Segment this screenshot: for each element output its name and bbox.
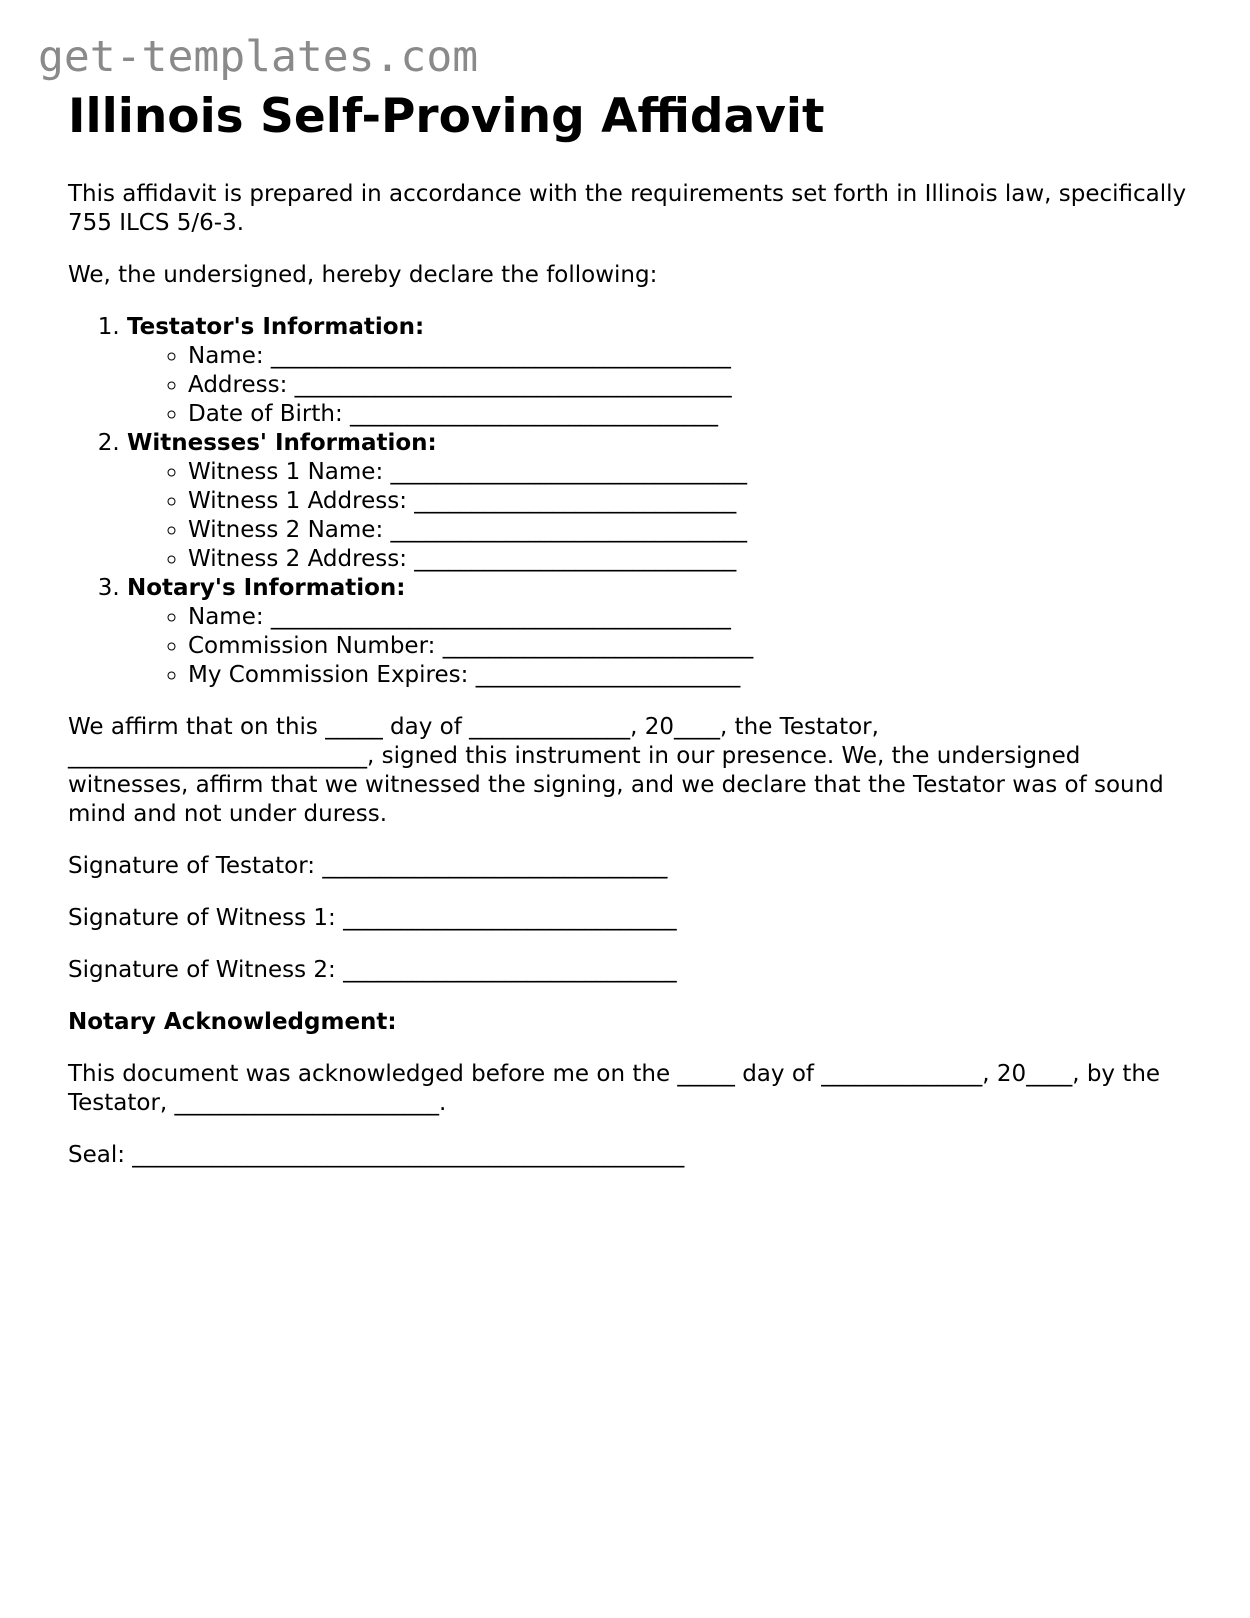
page-title: Illinois Self-Proving Affidavit xyxy=(68,89,825,144)
section-title: Testator's Information: xyxy=(127,314,425,340)
field-label: Name: xyxy=(188,604,264,630)
declaration-line: We, the undersigned, hereby declare the following: xyxy=(68,262,658,288)
field-label: Witness 2 Address: xyxy=(188,546,407,572)
fill-in-blank[interactable]: _______________________________ xyxy=(390,517,748,543)
signature-testator[interactable] xyxy=(68,852,1188,881)
field-witness2-name[interactable] xyxy=(188,516,1188,545)
field-label: Name: xyxy=(188,343,264,369)
intro-paragraph: This affidavit is prepared in accordance with the requirements set forth in Illinois law, specifically 755 ILCS 5/6-3. xyxy=(68,181,1187,236)
field-testator-dob[interactable] xyxy=(188,400,1188,429)
fill-in-blank[interactable]: ________________________________ xyxy=(350,401,719,427)
field-commission-number[interactable] xyxy=(188,632,1188,661)
field-testator-name[interactable] xyxy=(188,342,1188,371)
field-label: Witness 1 Name: xyxy=(188,459,384,485)
field-witness2-address[interactable] xyxy=(188,545,1188,574)
signature-label: Signature of Witness 2: xyxy=(68,957,336,983)
affirmation-paragraph: We affirm that on this _____ day of ______________, 20____, the Testator, __________________________, signed this instrument in our presence. We, the undersigned witnesses, affirm that we witnessed the signing, and we declare that the Testator was of sound mind and not under duress. xyxy=(68,714,1164,827)
field-notary-name[interactable] xyxy=(188,603,1188,632)
field-testator-address[interactable] xyxy=(188,371,1188,400)
fill-in-blank[interactable]: ________________________________________ xyxy=(270,343,731,369)
notary-acknowledgment-text: This document was acknowledged before me on the _____ day of ______________, 20____, by the Testator, _______________________. xyxy=(68,1061,1161,1116)
signature-witness-1[interactable] xyxy=(68,904,1188,933)
field-label: Witness 1 Address: xyxy=(188,488,407,514)
field-witness1-name[interactable] xyxy=(188,458,1188,487)
signature-witness-2[interactable] xyxy=(68,956,1188,985)
field-label: My Commission Expires: xyxy=(188,662,469,688)
watermark-text: get-templates.com xyxy=(38,32,479,82)
field-list xyxy=(127,458,1188,574)
fill-in-blank[interactable]: _______________________ xyxy=(475,662,741,688)
signature-label: Signature of Testator: xyxy=(68,853,316,879)
fill-in-blank[interactable]: ___________________________ xyxy=(442,633,754,659)
signature-blank[interactable]: _____________________________ xyxy=(343,957,677,983)
seal-line[interactable] xyxy=(68,1141,1188,1170)
fill-in-blank[interactable]: ____________________________ xyxy=(414,546,737,572)
fill-in-blank[interactable]: _______________________________ xyxy=(390,459,748,485)
notary-heading: Notary Acknowledgment: xyxy=(68,1009,397,1035)
fill-in-blank[interactable]: ________________________________________ xyxy=(270,604,731,630)
fill-in-blank[interactable]: ______________________________________ xyxy=(294,372,732,398)
fill-in-blank[interactable]: ____________________________ xyxy=(414,488,737,514)
section-testator xyxy=(127,313,1188,429)
field-witness1-address[interactable] xyxy=(188,487,1188,516)
document-page xyxy=(68,88,1188,1170)
field-label: Address: xyxy=(188,372,288,398)
signature-blank[interactable]: ______________________________ xyxy=(322,853,668,879)
field-list xyxy=(127,342,1188,429)
signature-label: Signature of Witness 1: xyxy=(68,905,336,931)
section-title: Notary's Information: xyxy=(127,575,406,601)
field-label: Commission Number: xyxy=(188,633,436,659)
section-title: Witnesses' Information: xyxy=(127,430,437,456)
field-list xyxy=(127,603,1188,690)
field-label: Witness 2 Name: xyxy=(188,517,384,543)
section-witnesses xyxy=(127,429,1188,574)
section-notary xyxy=(127,574,1188,690)
field-commission-expires[interactable] xyxy=(188,661,1188,690)
information-sections xyxy=(68,313,1188,690)
seal-blank[interactable]: ________________________________________________ xyxy=(132,1142,685,1168)
field-label: Date of Birth: xyxy=(188,401,343,427)
seal-label: Seal: xyxy=(68,1142,125,1168)
signature-blank[interactable]: _____________________________ xyxy=(343,905,677,931)
